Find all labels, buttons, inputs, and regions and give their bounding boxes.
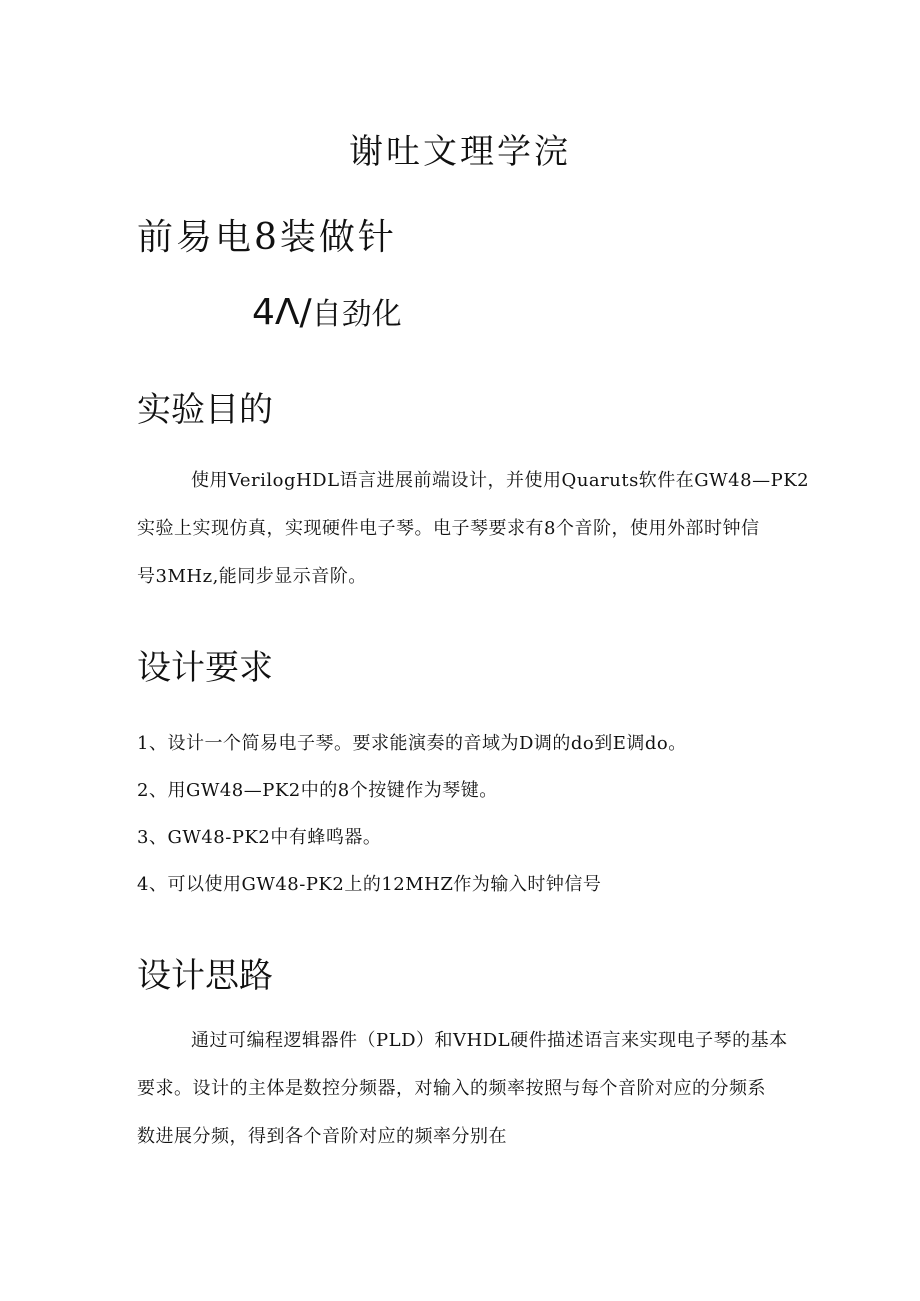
list-item: 1、设计一个简易电子琴。要求能演奏的音域为D调的do到E调do。 [137,733,687,754]
report-title: 前易电8装做针 [137,217,397,258]
list-item: 2、用GW48—PK2中的8个按键作为琴键。 [137,780,498,801]
paragraph-line: 号3MHz,能同步显示音阶。 [137,566,367,587]
section-heading-requirements: 设计要求 [137,648,273,688]
section-body-purpose [137,457,837,601]
paragraph-line: 通过可编程逻辑器件（PLD）和VHDL硬件描述语言来实现电子琴的基本 [191,1030,788,1051]
paragraph-line: 数进展分频，得到各个音阶对应的频率分别在 [137,1126,507,1147]
list-item: 4、可以使用GW48-PK2上的12MHZ作为输入时钟信号 [137,874,602,895]
section-body-approach [137,1017,837,1161]
paragraph-line: 要求。设计的主体是数控分频器，对输入的频率按照与每个音阶对应的分频系 [137,1078,766,1099]
requirements-list [137,720,687,908]
section-heading-purpose: 实验目的 [137,390,273,430]
major-line [252,290,402,338]
paragraph-line: 实验上实现仿真，实现硬件电子琴。电子琴要求有8个音阶，使用外部时钟信 [137,518,760,539]
major-prefix: 4Λ/ [252,292,312,333]
school-name: 谢吐文理学浣 [349,132,571,172]
major-text: 自劲化 [311,297,402,332]
section-heading-approach: 设计思路 [137,956,273,996]
list-item: 3、GW48-PK2中有蜂鸣器。 [137,827,382,848]
paragraph-line: 使用VerilogHDL语言进展前端设计，并使用Quaruts软件在GW48—PK2 [191,470,810,491]
